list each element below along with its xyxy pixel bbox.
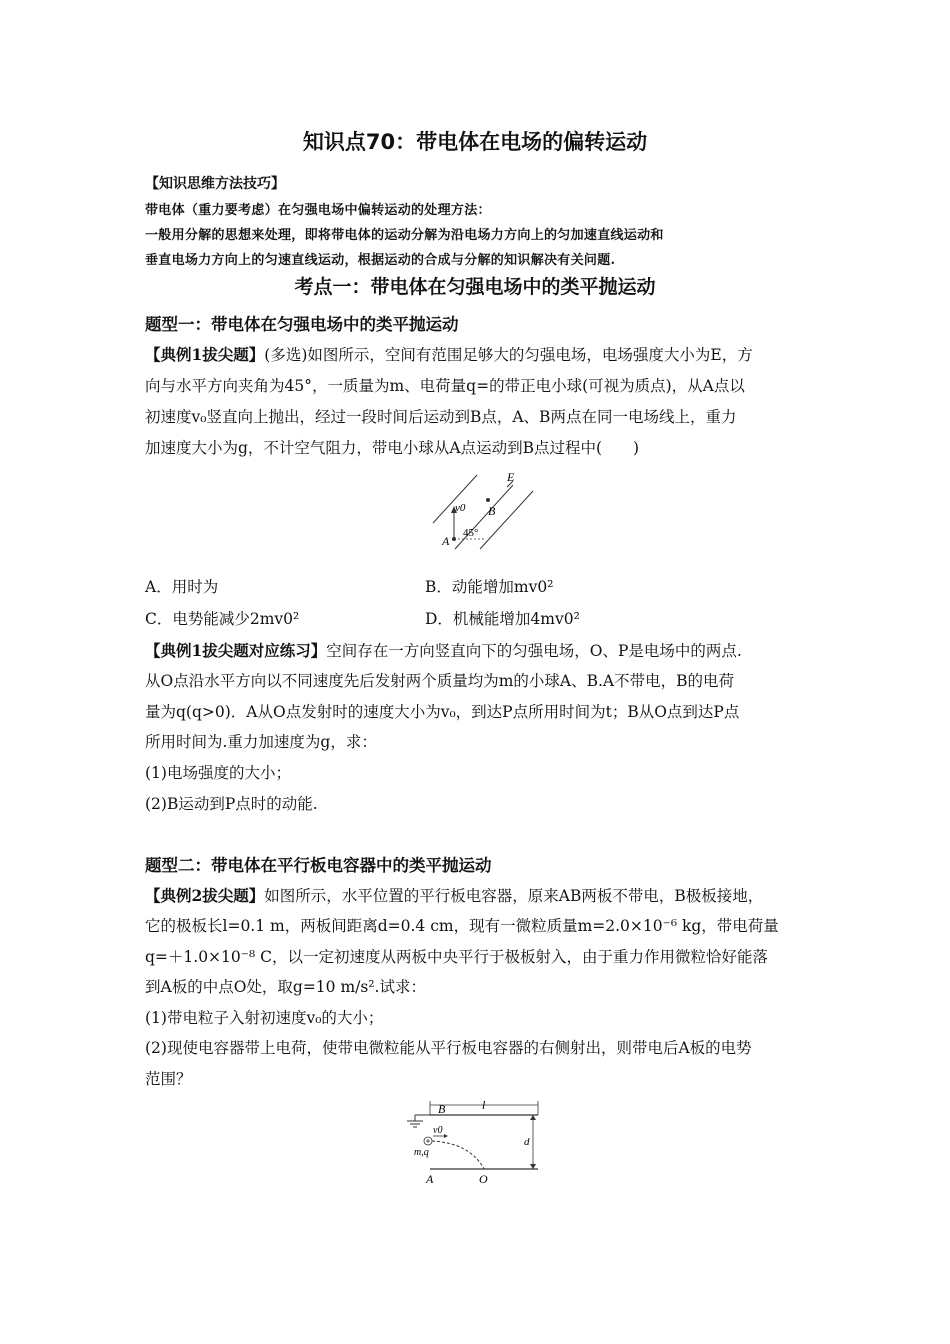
- fig2-l-label: l: [482, 1098, 486, 1112]
- fig1-A-label: A: [442, 534, 450, 548]
- fig2-B-label: B: [438, 1102, 446, 1116]
- method-line-2: 一般用分解的思想来处理，即将带电体的运动分解为沿电场力方向上的匀加速直线运动和: [145, 228, 664, 243]
- fig2-mq-label: m,q: [414, 1147, 429, 1158]
- fig1-B-label: B: [488, 504, 496, 518]
- example1-line-3: 初速度v₀竖直向上抛出，经过一段时间后运动到B点，A、B两点在同一电场线上，重力: [145, 408, 737, 426]
- practice-line-2: 从O点沿水平方向以不同速度先后发射两个质量均为m的小球A、B.A不带电，B的电荷: [145, 672, 735, 690]
- practice-line-4: 所用时间为.重力加速度为g，求：: [145, 733, 377, 751]
- field-diagram: [425, 463, 535, 553]
- type1-heading: 题型一：带电体在匀强电场中的类平抛运动: [145, 315, 459, 334]
- example1-line-2: 向与水平方向夹角为45°，一质量为m、电荷量q=的带正电小球(可视为质点)，从A点以: [145, 377, 745, 395]
- fig1-E-label: E: [507, 470, 515, 484]
- option-b: B．动能增加mv0²: [425, 578, 554, 596]
- practice-line-3: 量为q(q>0)．A从O点发射时的速度大小为v₀，到达P点所用时间为t；B从O点到达P点: [145, 703, 740, 721]
- example1-text-1: (多选)如图所示，空间有范围足够大的匀强电场，电场强度大小为E，方: [264, 346, 753, 364]
- example2-question-1: (1)带电粒子入射初速度v₀的大小；: [145, 1009, 384, 1027]
- method-header: 【知识思维方法技巧】: [145, 176, 285, 192]
- option-d: D．机械能增加4mv0²: [425, 610, 580, 628]
- example1-line-1: [145, 343, 753, 365]
- fig2-d-label: d: [524, 1136, 530, 1148]
- fig1-angle-label: 45°: [463, 527, 479, 539]
- fig2-v0-label: v0: [433, 1125, 443, 1136]
- example2-text-1: 如图所示，水平位置的平行板电容器，原来AB两板不带电，B极板接地，: [264, 887, 764, 905]
- practice-question-1: (1)电场强度的大小；: [145, 764, 291, 782]
- kaodian-1-heading: 考点一：带电体在匀强电场中的类平抛运动: [294, 276, 656, 298]
- practice-tag: 【典例1拔尖题对应练习】: [145, 641, 327, 660]
- practice-question-2: (2)B运动到P点时的动能.: [145, 795, 318, 813]
- option-c: C．电势能减少2mv0²: [145, 610, 300, 628]
- page-title: 知识点70：带电体在电场的偏转运动: [302, 130, 648, 154]
- fig2-A-label: A: [426, 1172, 434, 1186]
- example2-question-2a: (2)现使电容器带上电荷，使带电微粒能从平行板电容器的右侧射出，则带电后A板的电势: [145, 1039, 752, 1057]
- fig1-v0-label: v0: [455, 502, 466, 514]
- option-a: A．用时为: [145, 578, 219, 596]
- example2-line-1: [145, 884, 763, 906]
- example2-line-4: 到A板的中点O处，取g=10 m/s².试求：: [145, 978, 426, 996]
- practice-text-1: 空间存在一方向竖直向下的匀强电场，O、P是电场中的两点.: [326, 642, 742, 660]
- example1-tag: 【典例1拔尖题】: [145, 345, 265, 364]
- method-line-1: 带电体（重力要考虑）在匀强电场中偏转运动的处理方法：: [145, 203, 491, 218]
- example2-line-3: q=＋1.0×10⁻⁸ C，以一定初速度从两板中央平行于极板射入，由于重力作用微粒恰好能落: [145, 948, 768, 966]
- example2-line-2: 它的极板长l=0.1 m，两板间距离d=0.4 cm，现有一微粒质量m=2.0×10⁻⁶ kg，带电荷量: [145, 917, 779, 935]
- practice-line-1: [145, 639, 742, 661]
- example2-tag: 【典例2拔尖题】: [145, 886, 265, 905]
- example1-line-4: 加速度大小为g，不计空气阻力，带电小球从A点运动到B点过程中( ): [145, 439, 640, 457]
- type2-heading: 题型二：带电体在平行板电容器中的类平抛运动: [145, 856, 492, 875]
- fig2-O-label: O: [479, 1172, 488, 1186]
- example2-question-2b: 范围？: [145, 1070, 192, 1088]
- method-line-3: 垂直电场力方向上的匀速直线运动，根据运动的合成与分解的知识解决有关问题.: [145, 253, 616, 268]
- capacitor-diagram: [400, 1093, 550, 1188]
